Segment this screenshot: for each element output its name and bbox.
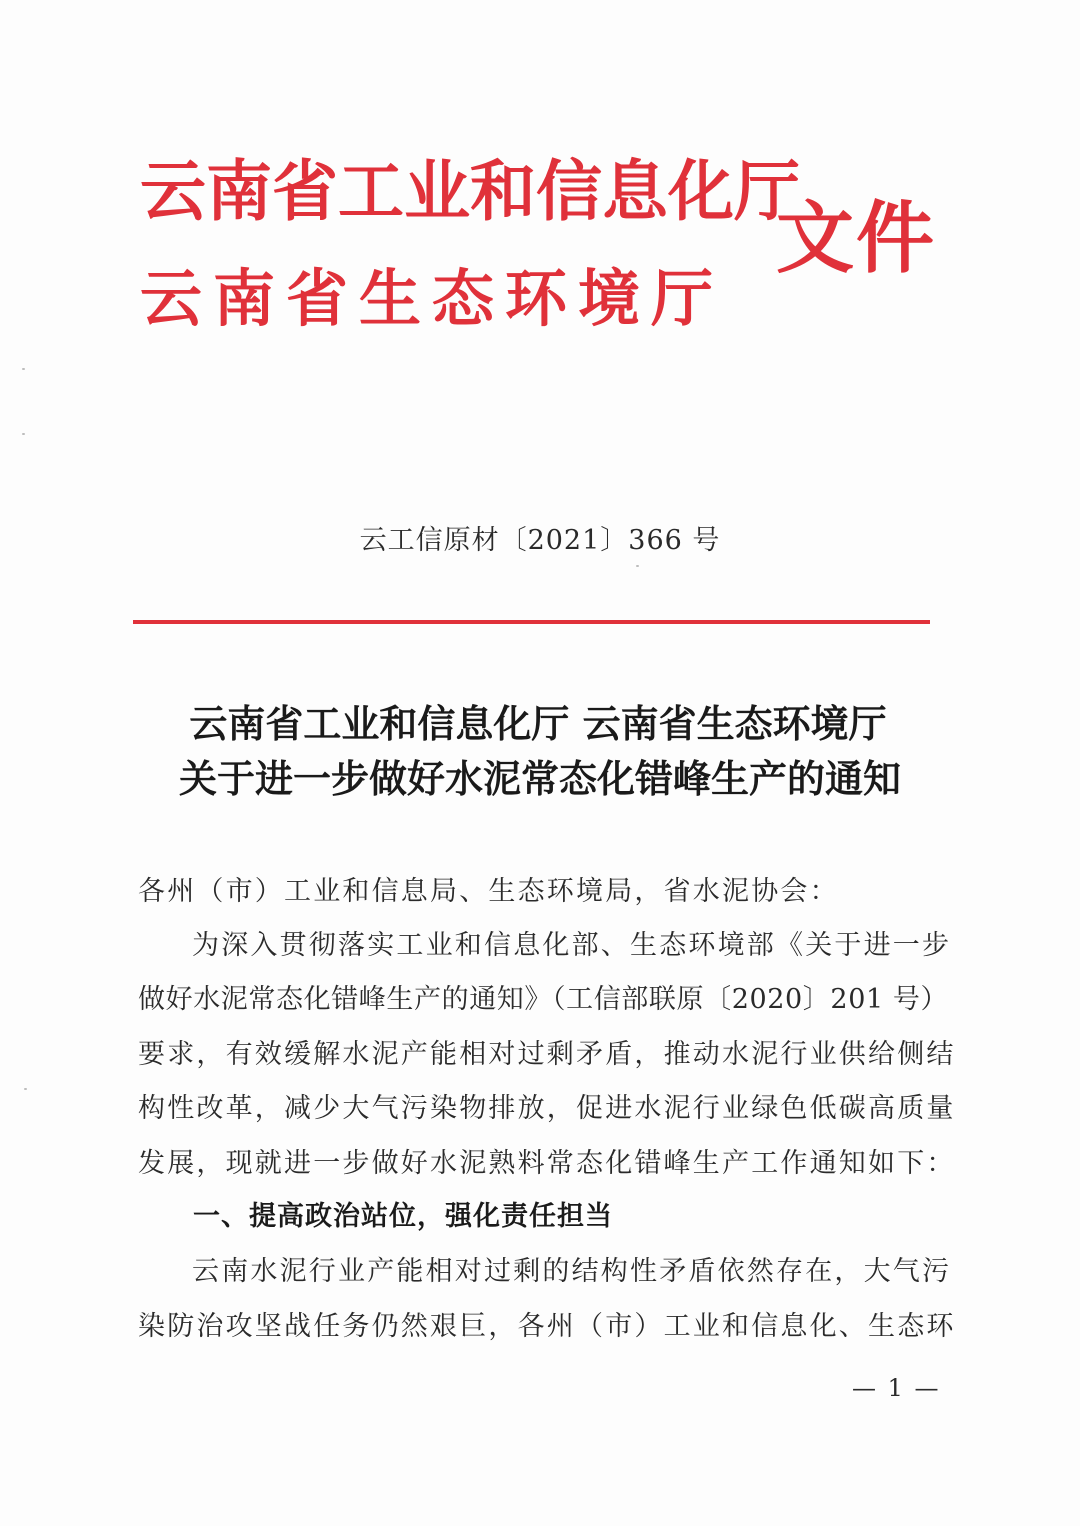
paragraph-line: 为深入贯彻落实工业和信息化部、生态环境部《关于进一步 — [192, 930, 952, 961]
scan-speck — [24, 1088, 27, 1090]
title-line-1: 云南省工业和信息化厅 云南省生态环境厅 — [189, 701, 887, 746]
paragraph-line: 染防治攻坚战任务仍然艰巨，各州（市）工业和信息化、生态环 — [138, 1311, 956, 1342]
paragraph-line: 做好水泥常态化错峰生产的通知》（工信部联原〔2020〕201 号） — [138, 984, 949, 1015]
red-header — [140, 150, 940, 340]
document-suffix: 文件 — [776, 193, 937, 284]
red-divider — [133, 620, 930, 624]
title-line-2: 关于进一步做好水泥常态化错峰生产的通知 — [178, 756, 901, 801]
scan-speck — [22, 433, 25, 435]
paragraph-line: 云南水泥行业产能相对过剩的结构性矛盾依然存在，大气污 — [192, 1256, 952, 1287]
paragraph-line: 构性改革，减少大气污染物排放，促进水泥行业绿色低碳高质量 — [138, 1093, 956, 1124]
issuer-industry-dept: 云南省工业和信息化厅 — [140, 152, 800, 230]
salutation: 各州（市）工业和信息局、生态环境局，省水泥协会： — [138, 876, 839, 907]
document-number: 云工信原材〔2021〕366 号 — [359, 525, 721, 556]
page-number: — 1 — — [852, 1374, 941, 1402]
scan-speck — [636, 565, 639, 567]
paragraph-line: 要求，有效缓解水泥产能相对过剩矛盾，推动水泥行业供给侧结 — [138, 1039, 956, 1070]
scan-speck — [22, 368, 25, 370]
section-heading-1: 一、提高政治站位，强化责任担当 — [193, 1201, 613, 1232]
issuer-ecology-dept: 云南省生态环境厅 — [140, 262, 725, 335]
paragraph-line: 发展，现就进一步做好水泥熟料常态化错峰生产工作通知如下： — [138, 1148, 956, 1179]
